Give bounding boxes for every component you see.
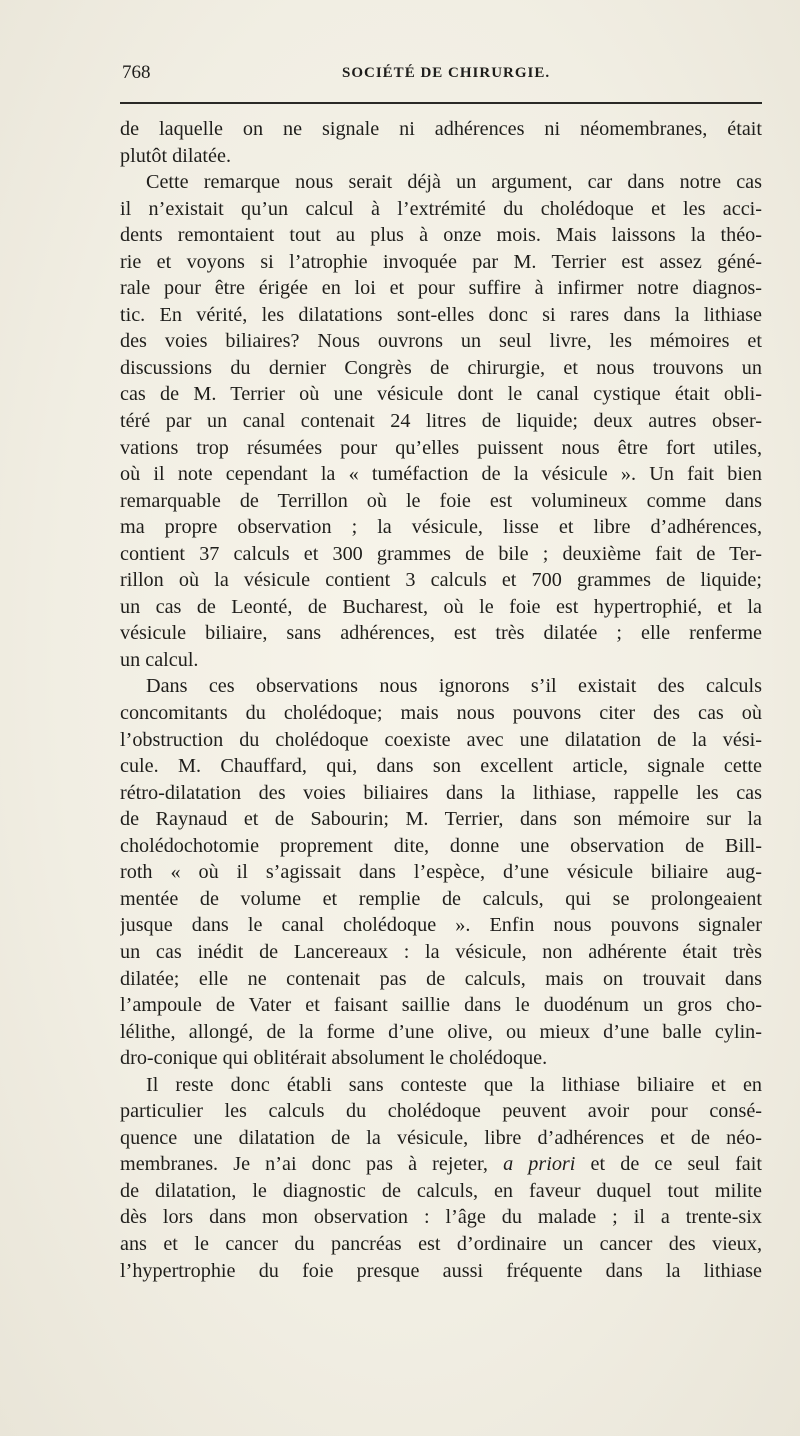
text-line: cule. M. Chauffard, qui, dans son excellent article, signale cette	[120, 755, 762, 778]
text-line: jusque dans le canal cholédoque ». Enfin nous pouvons signaler	[120, 914, 762, 937]
text-line: l’ampoule de Vater et faisant saillie dans le duodénum un gros cho-	[120, 994, 762, 1017]
text-run: membranes. Je n’ai donc pas à rejeter,	[120, 1153, 504, 1176]
text-line: roth « où il s’agissait dans l’espèce, d’une vésicule biliaire aug-	[120, 861, 762, 884]
text-line: rillon où la vésicule contient 3 calculs et 700 grammes de liquide;	[120, 569, 762, 592]
text-line: mentée de volume et remplie de calculs, qui se prolongeaient	[120, 887, 762, 910]
text-line: contient 37 calculs et 300 grammes de bile ; deuxième fait de Ter-	[120, 542, 762, 565]
italic-phrase: a priori	[503, 1153, 576, 1176]
text-line-with-italic	[120, 1151, 762, 1178]
text-line: ans et le cancer du pancréas est d’ordinaire un cancer des vieux,	[120, 1232, 762, 1255]
text-line: lélithe, allongé, de la forme d’une olive, ou mieux d’une balle cylin-	[120, 1020, 762, 1043]
text-line: un calcul.	[120, 648, 199, 671]
text-line: dilatée; elle ne contenait pas de calculs, mais on trouvait dans	[120, 967, 762, 990]
text-line: de dilatation, le diagnostic de calculs, en faveur duquel tout milite	[120, 1179, 762, 1202]
text-line: l’hypertrophie du foie presque aussi fréquente dans la lithiase	[120, 1259, 762, 1282]
text-line: particulier les calculs du cholédoque peuvent avoir pour consé-	[120, 1100, 762, 1123]
text-line: rale pour être érigée en loi et pour suffire à infirmer notre diagnos-	[120, 277, 762, 300]
text-line: Cette remarque nous serait déjà un argument, car dans notre cas	[146, 171, 762, 194]
page-number: 768	[122, 62, 151, 83]
text-line: un cas de Leonté, de Bucharest, où le foie est hypertrophié, et la	[120, 595, 762, 618]
text-line: tic. En vérité, les dilatations sont-elles donc si rares dans la lithiase	[120, 303, 762, 326]
text-line: il n’existait qu’un calcul à l’extrémité du cholédoque et les acci-	[120, 197, 762, 220]
text-line: ma propre observation ; la vésicule, lisse et libre d’adhérences,	[120, 516, 762, 539]
text-line: plutôt dilatée.	[120, 144, 232, 167]
text-run: et de ce seul fait	[575, 1153, 762, 1176]
text-line: de laquelle on ne signale ni adhérences ni néomembranes, était	[120, 118, 762, 140]
text-line: où il note cependant la « tuméfaction de la vésicule ». Un fait bien	[120, 463, 762, 486]
text-line: dès lors dans mon observation : l’âge du malade ; il a trente-six	[120, 1206, 762, 1229]
text-line: dents remontaient tout au plus à onze mois. Mais laissons la théo-	[120, 224, 762, 247]
body-text	[120, 116, 762, 1284]
text-line: un cas inédit de Lancereaux : la vésicule, non adhérente était très	[120, 940, 762, 963]
text-line: rétro-dilatation des voies biliaires dans la lithiase, rappelle les cas	[120, 781, 762, 804]
text-line: rie et voyons si l’atrophie invoquée par M. Terrier est assez géné-	[120, 250, 762, 273]
text-line: quence une dilatation de la vésicule, libre d’adhérences et de néo-	[120, 1126, 762, 1149]
text-line: Il reste donc établi sans conteste que la lithiase biliaire et en	[146, 1073, 762, 1096]
text-line: concomitants du cholédoque; mais nous pouvons citer des cas où	[120, 702, 762, 725]
text-line: vations trop résumées pour qu’elles puissent nous être fort utiles,	[120, 436, 762, 459]
text-line: discussions du dernier Congrès de chirurgie, et nous trouvons un	[120, 356, 762, 379]
text-line: remarquable de Terrillon où le foie est volumineux comme dans	[120, 489, 762, 512]
text-line: dro-conique qui oblitérait absolument le cholédoque.	[120, 1047, 548, 1070]
text-line: de Raynaud et de Sabourin; M. Terrier, dans son mémoire sur la	[120, 808, 762, 831]
page-header	[122, 62, 762, 90]
text-line: l’obstruction du cholédoque coexiste avec une dilatation de la vési-	[120, 728, 762, 751]
text-line: téré par un canal contenait 24 litres de liquide; deux autres obser-	[120, 410, 762, 433]
text-line: des voies biliaires? Nous ouvrons un seul livre, les mémoires et	[120, 330, 762, 353]
text-line: vésicule biliaire, sans adhérences, est très dilatée ; elle renferme	[120, 622, 762, 645]
header-rule	[120, 102, 762, 104]
text-line: cas de M. Terrier où une vésicule dont le canal cystique était obli-	[120, 383, 762, 406]
text-line: cholédochotomie proprement dite, donne une observation de Bill-	[120, 834, 762, 857]
text-line: Dans ces observations nous ignorons s’il existait des calculs	[146, 675, 762, 698]
running-title: SOCIÉTÉ DE CHIRURGIE.	[342, 65, 551, 81]
